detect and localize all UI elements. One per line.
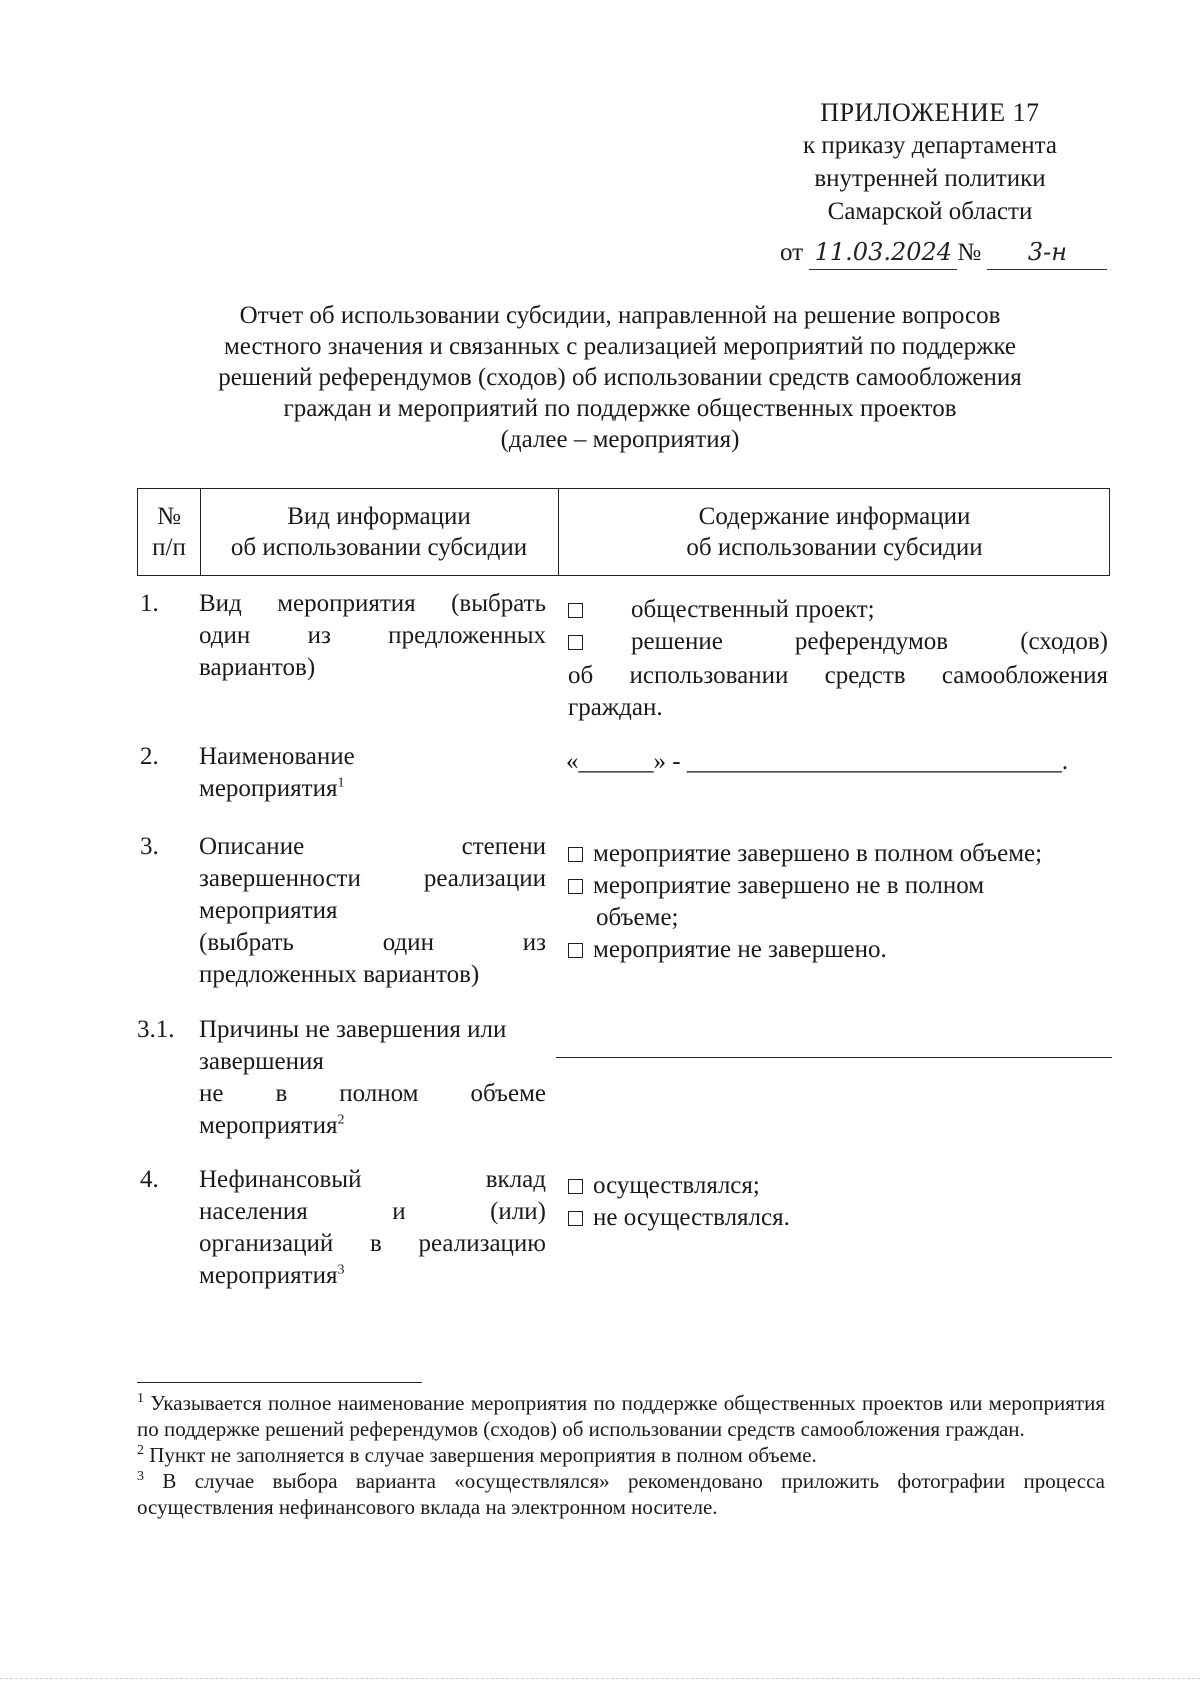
appendix-header xyxy=(760,96,1100,228)
row4-label-line4: мероприятия xyxy=(199,1262,338,1289)
row1-label-line3: вариантов) xyxy=(199,654,316,681)
row2-name-field[interactable]: «______» - ______________________________. xyxy=(566,748,1069,775)
footnote-3-text: В случае выбора варианта «осуществлялся» рекомендовано приложить фотографии процесса осуществления нефинансового вклада на электронном носителе. xyxy=(137,1469,1106,1519)
checkbox-icon[interactable] xyxy=(568,603,583,618)
row1-option-public-project[interactable] xyxy=(568,594,1108,626)
row2-label-line2: мероприятия xyxy=(199,775,338,802)
handwritten-date: 11.03.2024 xyxy=(809,236,957,270)
row31-number: 3.1. xyxy=(137,1016,175,1043)
row3-label-line5: предложенных вариантов) xyxy=(199,961,480,988)
row3-label-line1: Описание степени xyxy=(199,833,546,860)
report-title-line3: решений референдумов (сходов) об использовании средств самообложения xyxy=(218,364,1022,391)
row1-options xyxy=(568,594,1108,724)
row31-label-line3: не в полном объеме xyxy=(199,1080,546,1107)
row1-option2-continuation: об использовании средств самообложения xyxy=(568,662,1108,689)
row4-option-no[interactable] xyxy=(568,1202,1113,1234)
footnote-separator xyxy=(137,1382,422,1383)
row3-label-line2: завершенности реализации xyxy=(199,865,546,892)
row3-option2-continuation: объеме; xyxy=(596,904,679,931)
row1-option2-label: решение референдумов (сходов) xyxy=(631,628,1108,655)
row1-option2-continuation-end: граждан. xyxy=(568,694,663,721)
row4-footnote-ref: 3 xyxy=(337,1262,345,1278)
header-col-number-line1: № xyxy=(157,503,181,530)
table-header xyxy=(137,488,1110,576)
header-col-number xyxy=(138,489,200,575)
row31-label xyxy=(199,1014,546,1142)
number-sign: № xyxy=(957,239,982,266)
row4-label-line2: населения и (или) xyxy=(199,1198,546,1225)
row4-option2-label: не осуществлялся. xyxy=(593,1204,790,1231)
scan-edge-line xyxy=(0,1678,1200,1679)
footnotes xyxy=(137,1390,1105,1520)
footnote-2 xyxy=(137,1442,1105,1468)
row3-option-not-complete[interactable] xyxy=(568,934,1113,966)
report-title-line2: местного значения и связанных с реализацией мероприятий по поддержке xyxy=(223,333,1017,360)
checkbox-icon[interactable] xyxy=(568,635,583,650)
date-prefix: от xyxy=(780,239,804,266)
row2-label-line1: Наименование xyxy=(199,743,355,770)
appendix-title: ПРИЛОЖЕНИЕ 17 xyxy=(820,98,1040,127)
report-title-line1: Отчет об использовании субсидии, направленной на решение вопросов xyxy=(239,302,1001,329)
row2-number: 2. xyxy=(140,743,159,770)
row4-label xyxy=(199,1164,546,1292)
row4-option1-label: осуществлялся; xyxy=(593,1172,760,1199)
footnote-3 xyxy=(137,1468,1105,1520)
row31-label-line4: мероприятия xyxy=(199,1112,338,1139)
footnote-1-ref: 1 xyxy=(137,1391,144,1406)
row3-label-line3: мероприятия xyxy=(199,897,338,924)
header-col-info-type-line1: Вид информации xyxy=(287,503,471,530)
row3-option1-label: мероприятие завершено в полном объеме; xyxy=(593,840,1043,867)
header-col-info-content-line2: об использовании субсидии xyxy=(686,534,983,561)
row3-number: 3. xyxy=(140,833,159,860)
row3-options xyxy=(568,838,1113,966)
row3-label-line4: (выбрать один из xyxy=(199,929,546,956)
footnote-1 xyxy=(137,1390,1105,1442)
row2-label xyxy=(199,741,355,805)
row4-options xyxy=(568,1170,1113,1234)
row2-footnote-ref: 1 xyxy=(337,775,345,791)
appendix-line1: к приказу департамента xyxy=(802,132,1058,159)
checkbox-icon[interactable] xyxy=(568,1211,583,1226)
row4-label-line3: организаций в реализацию xyxy=(199,1230,546,1257)
row1-label-line1: Вид мероприятия (выбрать xyxy=(199,590,546,617)
appendix-line2: внутренней политики xyxy=(814,165,1046,192)
row3-option2-label: мероприятие завершено не в полном xyxy=(593,872,985,899)
row1-label xyxy=(199,588,546,684)
row1-option-referendum[interactable] xyxy=(568,626,1108,658)
footnote-1-text: Указывается полное наименование мероприятия по поддержке общественных проектов или мероприятия по поддержке решений референдумов (сходов) об использовании средств самообложения граждан. xyxy=(137,1391,1106,1441)
row31-label-line2: завершения xyxy=(199,1048,324,1075)
report-title-line4: граждан и мероприятий по поддержке общественных проектов xyxy=(283,395,957,422)
checkbox-icon[interactable] xyxy=(568,879,583,894)
row31-answer-line[interactable] xyxy=(556,1057,1112,1058)
row1-number: 1. xyxy=(140,590,159,617)
row1-option1-label: общественный проект; xyxy=(631,596,875,623)
header-col-info-type-line2: об использовании субсидии xyxy=(230,534,528,561)
checkbox-icon[interactable] xyxy=(568,1179,583,1194)
checkbox-icon[interactable] xyxy=(568,847,583,862)
row1-label-line2: один из предложенных xyxy=(199,622,546,649)
header-col-info-content-line1: Содержание информации xyxy=(698,503,971,530)
row3-option-complete[interactable] xyxy=(568,838,1113,870)
header-col-number-line2: п/п xyxy=(152,534,186,561)
report-title xyxy=(150,300,1090,455)
report-title-line5: (далее – мероприятия) xyxy=(500,426,740,453)
row4-label-line1: Нефинансовый вклад xyxy=(199,1166,546,1193)
row4-number: 4. xyxy=(140,1166,159,1193)
appendix-line3: Самарской области xyxy=(827,198,1033,225)
footnote-3-ref: 3 xyxy=(137,1469,144,1484)
header-col-info-type xyxy=(200,489,558,575)
row4-option-yes[interactable] xyxy=(568,1170,1113,1202)
row31-footnote-ref: 2 xyxy=(337,1112,345,1128)
row3-option3-label: мероприятие не завершено. xyxy=(593,936,887,963)
checkbox-icon[interactable] xyxy=(568,943,583,958)
footnote-2-ref: 2 xyxy=(137,1443,144,1458)
row3-label xyxy=(199,831,546,991)
row3-option-partial[interactable] xyxy=(568,870,1113,902)
row31-label-line1: Причины не завершения или xyxy=(199,1016,507,1043)
handwritten-number: 3-н xyxy=(987,236,1107,270)
header-col-info-content xyxy=(558,489,1111,575)
footnote-2-text: Пункт не заполняется в случае завершения мероприятия в полном объеме. xyxy=(149,1443,817,1467)
order-date-line xyxy=(780,236,1107,270)
